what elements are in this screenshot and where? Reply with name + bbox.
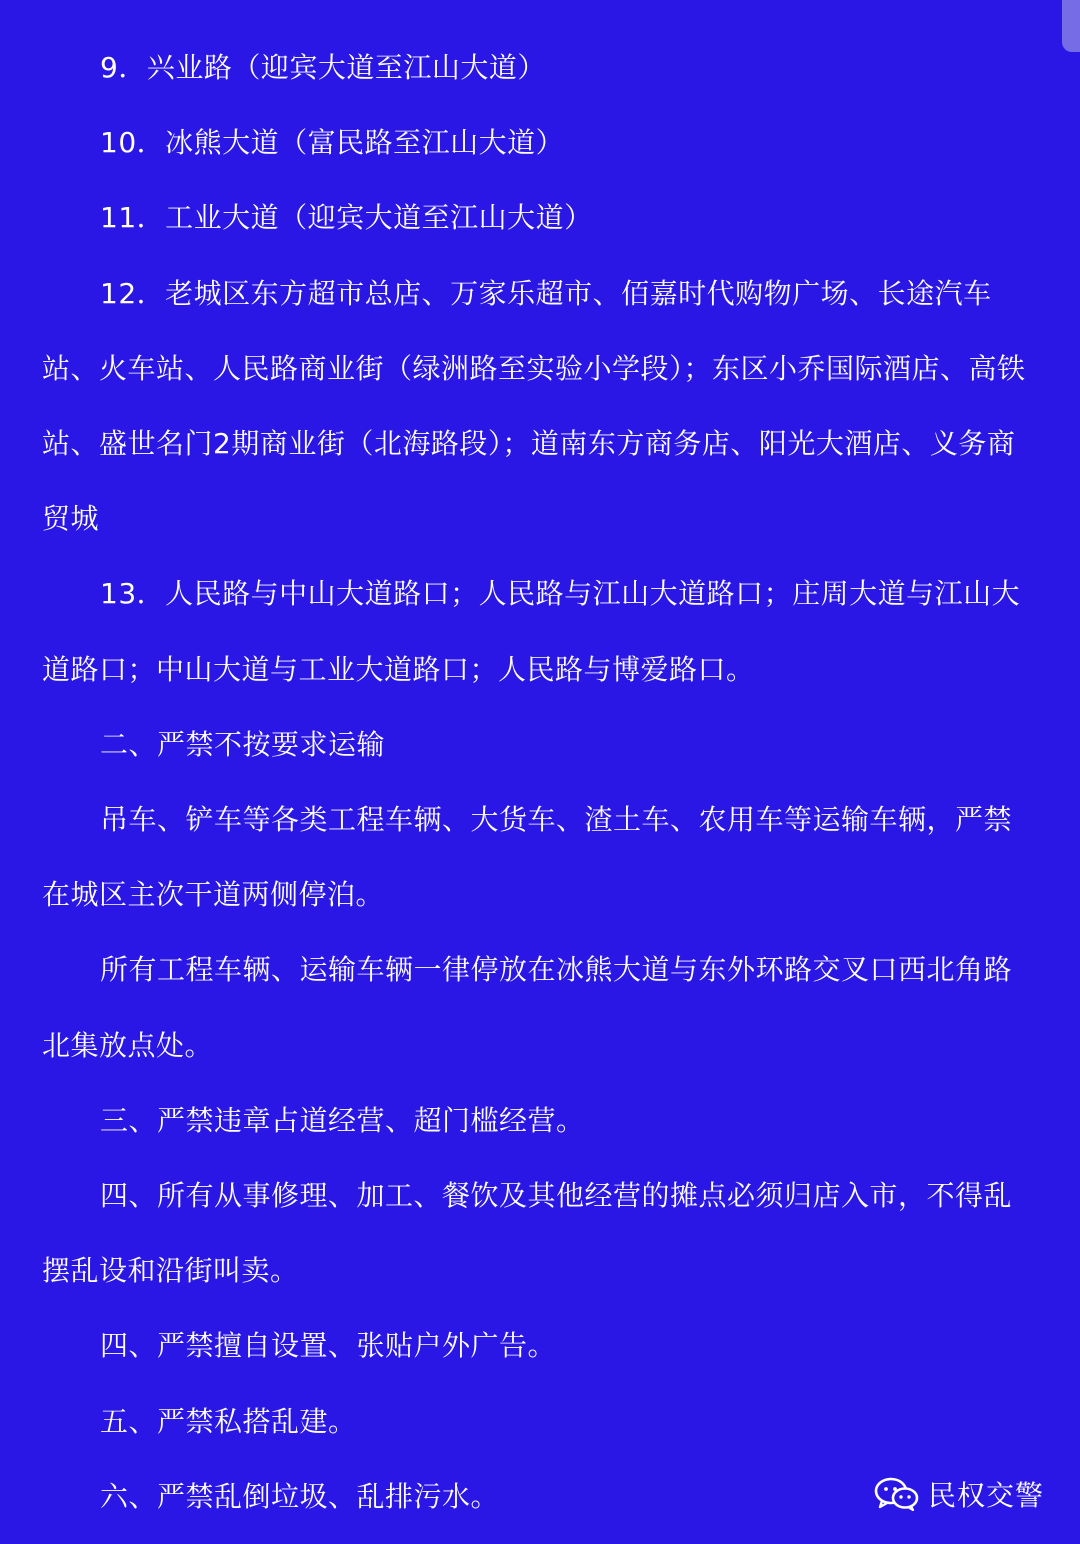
watermark	[874, 1474, 1044, 1514]
paragraph-transport-location: 所有工程车辆、运输车辆一律停放在冰熊大道与东外环路交叉口西北角路北集放点处。	[42, 953, 1013, 1062]
paragraph-item-13: 13．人民路与中山大道路口；人民路与江山大道路口；庄周大道与江山大道路口；中山大道与工业大道路口；人民路与博爱路口。	[42, 577, 1021, 686]
paragraph-item-9: 9．兴业路（迎宾大道至江山大道）	[100, 51, 546, 84]
article-body	[42, 30, 1038, 1534]
section-heading-transport: 二、严禁不按要求运输	[100, 727, 386, 761]
section-heading-road-business: 三、严禁违章占道经营、超门槛经营。	[100, 1103, 585, 1137]
section-heading-stalls: 四、所有从事修理、加工、餐饮及其他经营的摊点必须归店入市，不得乱摆乱设和沿街叫卖。	[42, 1179, 1013, 1288]
paragraph-item-10: 10．冰熊大道（富民路至江山大道）	[100, 126, 565, 160]
section-heading-construction: 五、严禁私搭乱建。	[100, 1404, 357, 1438]
paragraph-item-12: 12．老城区东方超市总店、万家乐超市、佰嘉时代购物广场、长途汽车站、火车站、人民路商业街（绿洲路至实验小学段）；东区小乔国际酒店、高铁站、盛世名门2期商业街（北海路段）；道南东方商务店、阳光大酒店、义务商贸城	[42, 276, 1026, 536]
section-heading-ads: 四、严禁擅自设置、张贴户外广告。	[100, 1329, 557, 1363]
paragraph-transport-parking: 吊车、铲车等各类工程车辆、大货车、渣土车、农用车等运输车辆，严禁在城区主次干道两侧停泊。	[42, 803, 1013, 912]
watermark-label: 民权交警	[927, 1479, 1044, 1512]
section-heading-garbage: 六、严禁乱倒垃圾、乱排污水。	[100, 1479, 500, 1513]
scrollbar-handle[interactable]	[1062, 0, 1080, 52]
paragraph-item-11: 11．工业大道（迎宾大道至江山大道）	[100, 201, 593, 235]
wechat-icon	[874, 1477, 920, 1511]
